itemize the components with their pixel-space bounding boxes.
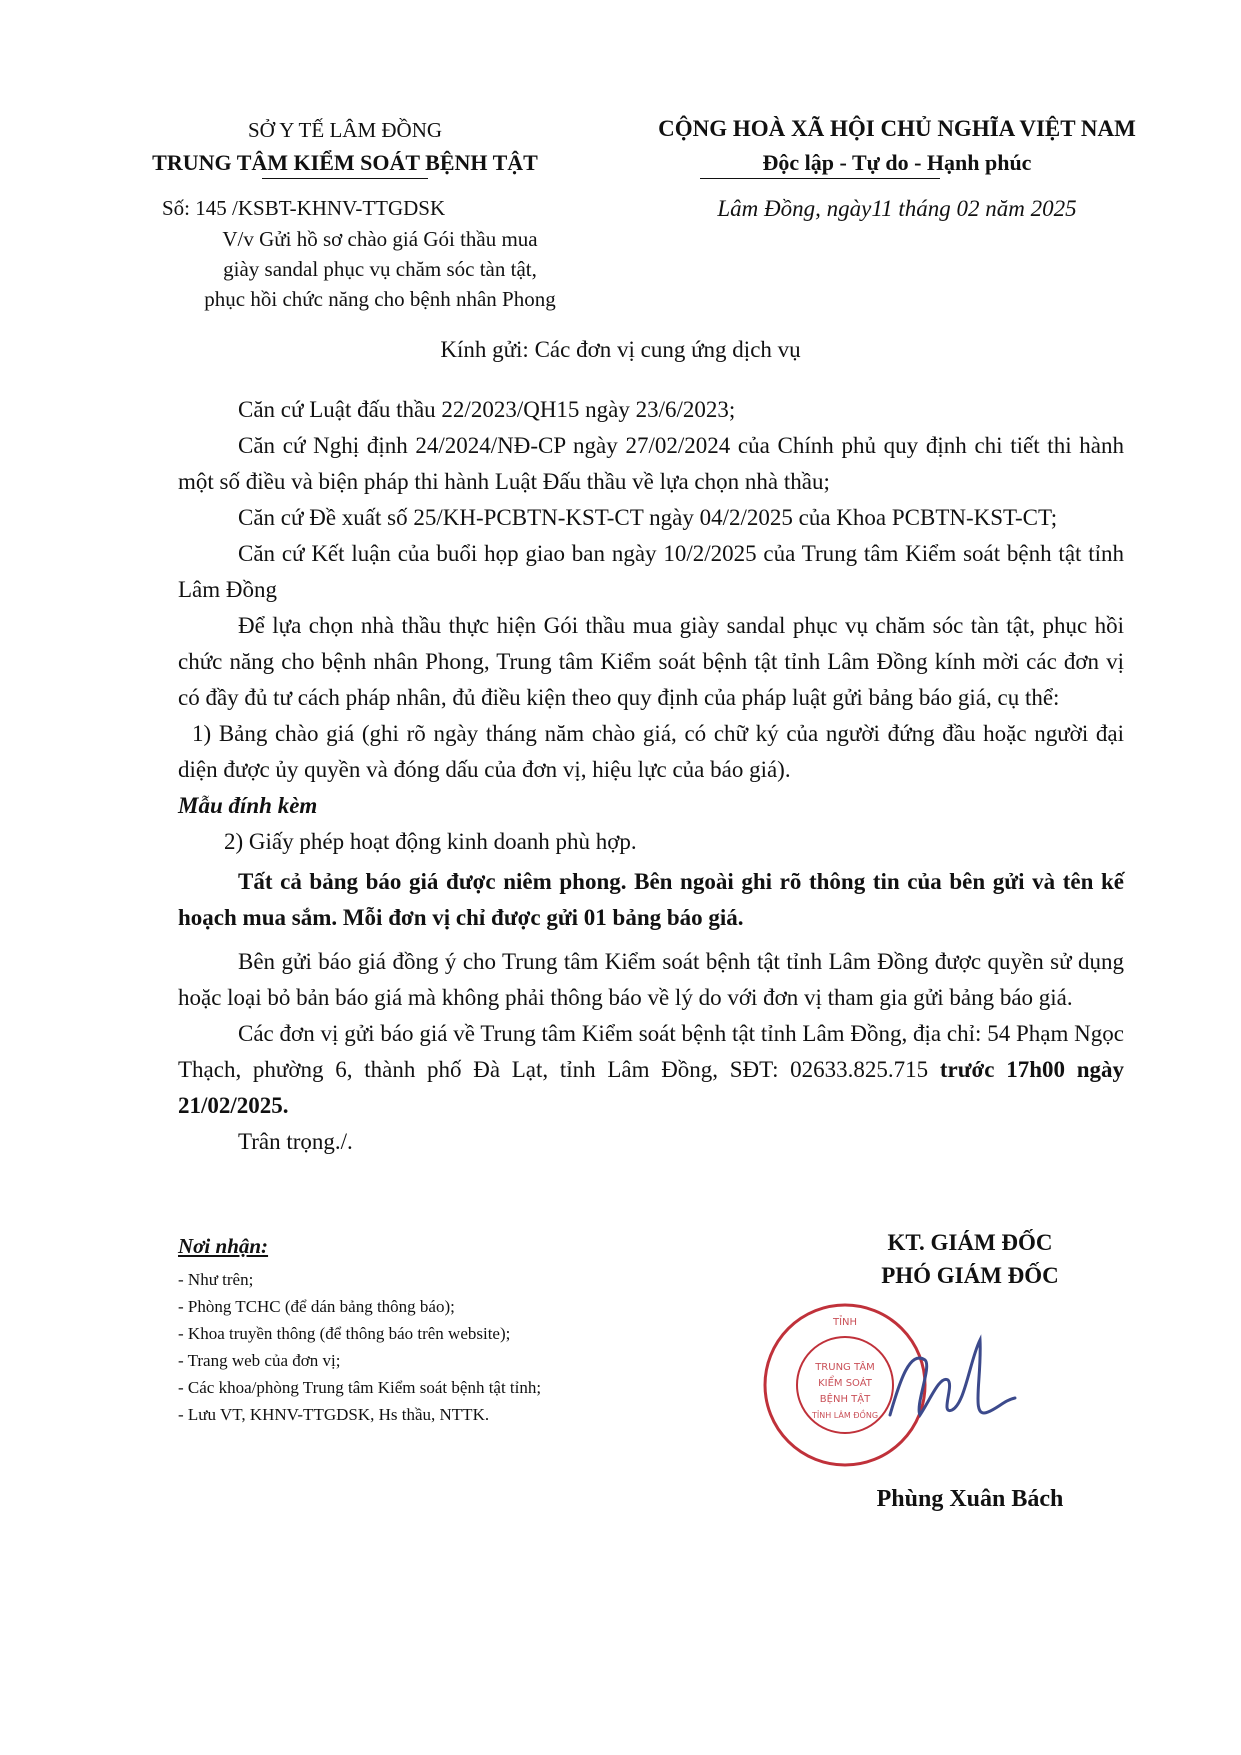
subject-line: V/v Gửi hồ sơ chào giá Gói thầu mua: [222, 227, 538, 251]
signature-roles: [790, 1226, 1150, 1292]
list-item: - Lưu VT, KHNV-TTGDSK, Hs thầu, NTTK.: [178, 1405, 490, 1424]
svg-text:TRUNG TÂM: TRUNG TÂM: [815, 1362, 875, 1373]
basis-paragraph: Căn cứ Nghị định 24/2024/NĐ-CP ngày 27/02/2024 của Chính phủ quy định chi tiết thi hành một số điều và biện pháp thi hành Luật Đấu thầu về lựa chọn nhà thầu;: [178, 433, 1124, 494]
signer-name: Phùng Xuân Bách: [876, 1486, 1064, 1512]
deadline-text: trước 17h00 ngày 21/02/2025.: [178, 1057, 1124, 1118]
recipients-list: [178, 1266, 541, 1428]
requirement-item-2: 2) Giấy phép hoạt động kinh doanh phù hợp.: [224, 829, 637, 854]
recipient-line: Kính gửi: Các đơn vị cung ứng dịch vụ: [440, 337, 801, 362]
recipients-title: Nơi nhận:: [178, 1234, 269, 1258]
invitation-paragraph: Để lựa chọn nhà thầu thực hiện Gói thầu mua giày sandal phục vụ chăm sóc tàn tật, phục hồi chức năng cho bệnh nhân Phong, Trung tâm Kiểm soát bệnh tật tỉnh Lâm Đồng kính mời các đơn vị có đầy đủ tư cách pháp nhân, đủ điều kiện theo quy định của pháp luật gửi bảng báo giá, cụ thể:: [178, 613, 1124, 710]
attachment-note: Mẫu đính kèm: [178, 793, 318, 818]
list-item: - Các khoa/phòng Trung tâm Kiểm soát bệnh tật tỉnh;: [178, 1378, 542, 1397]
national-title: CỘNG HOÀ XÃ HỘI CHỦ NGHĨA VIỆT NAM: [658, 116, 1136, 141]
document-subject: [155, 224, 605, 314]
place-and-date: Lâm Đồng, ngày11 tháng 02 năm 2025: [717, 196, 1077, 221]
signer-role-1: KT. GIÁM ĐỐC: [887, 1230, 1053, 1255]
national-motto: Độc lập - Tự do - Hạnh phúc: [762, 150, 1032, 175]
motto-underline: [700, 178, 940, 179]
list-item: - Phòng TCHC (để dán bảng thông báo);: [178, 1297, 455, 1316]
closing-line: Trân trọng./.: [238, 1129, 353, 1154]
address-text: Các đơn vị gửi báo giá về Trung tâm Kiểm soát bệnh tật tỉnh Lâm Đồng, địa chỉ: 54 Phạm Ngọc Thạch, phường 6, thành phố Đà Lạt, tỉnh Lâm Đồng, SĐT: 02633.825.715: [178, 1021, 1124, 1082]
parent-organization: SỞ Y TẾ LÂM ĐỒNG: [247, 118, 443, 142]
requirement-item-1: 1) Bảng chào giá (ghi rõ ngày tháng năm chào giá, có chữ ký của người đứng đầu hoặc người đại diện được ủy quyền và đóng dấu của đơn vị, hiệu lực của báo giá).: [178, 721, 1124, 782]
document-number: Số: 145 /KSBT-KHNV-TTGDSK: [162, 196, 446, 220]
handwritten-signature-icon: [870, 1320, 1020, 1450]
svg-text:TỈNH: TỈNH: [832, 1317, 858, 1328]
svg-text:KIỂM SOÁT: KIỂM SOÁT: [818, 1378, 872, 1389]
letter-body: [178, 392, 1124, 1160]
basis-paragraph: Căn cứ Kết luận của buổi họp giao ban ngày 10/2/2025 của Trung tâm Kiểm soát bệnh tật tỉnh Lâm Đồng: [178, 541, 1124, 602]
list-item: - Như trên;: [178, 1270, 254, 1289]
organization-name: TRUNG TÂM KIỂM SOÁT BỆNH TẬT: [152, 150, 538, 175]
signer-role-2: PHÓ GIÁM ĐỐC: [881, 1263, 1059, 1288]
basis-paragraph: Căn cứ Luật đấu thầu 22/2023/QH15 ngày 23/6/2023;: [238, 397, 736, 422]
subject-line: phục hồi chức năng cho bệnh nhân Phong: [204, 287, 556, 311]
svg-text:BỆNH TẬT: BỆNH TẬT: [819, 1394, 871, 1405]
basis-paragraph: Căn cứ Đề xuất số 25/KH-PCBTN-KST-CT ngày 04/2/2025 của Khoa PCBTN-KST-CT;: [238, 505, 1058, 530]
svg-text:TỈNH LÂM ĐỒNG: TỈNH LÂM ĐỒNG: [811, 1411, 879, 1420]
list-item: - Khoa truyền thông (để thông báo trên website);: [178, 1324, 511, 1343]
organization-underline: [262, 178, 428, 179]
list-item: - Trang web của đơn vị;: [178, 1351, 341, 1370]
address-paragraph: [178, 1016, 1124, 1124]
subject-line: giày sandal phục vụ chăm sóc tàn tật,: [223, 257, 537, 281]
sealing-notice: Tất cả bảng báo giá được niêm phong. Bên ngoài ghi rõ thông tin của bên gửi và tên kế hoạch mua sắm. Mỗi đơn vị chỉ được gửi 01 bảng báo giá.: [178, 869, 1124, 930]
consent-paragraph: Bên gửi báo giá đồng ý cho Trung tâm Kiểm soát bệnh tật tỉnh Lâm Đồng được quyền sử dụng hoặc loại bỏ bản báo giá mà không phải thông báo về lý do với đơn vị tham gia gửi bảng báo giá.: [178, 949, 1124, 1010]
